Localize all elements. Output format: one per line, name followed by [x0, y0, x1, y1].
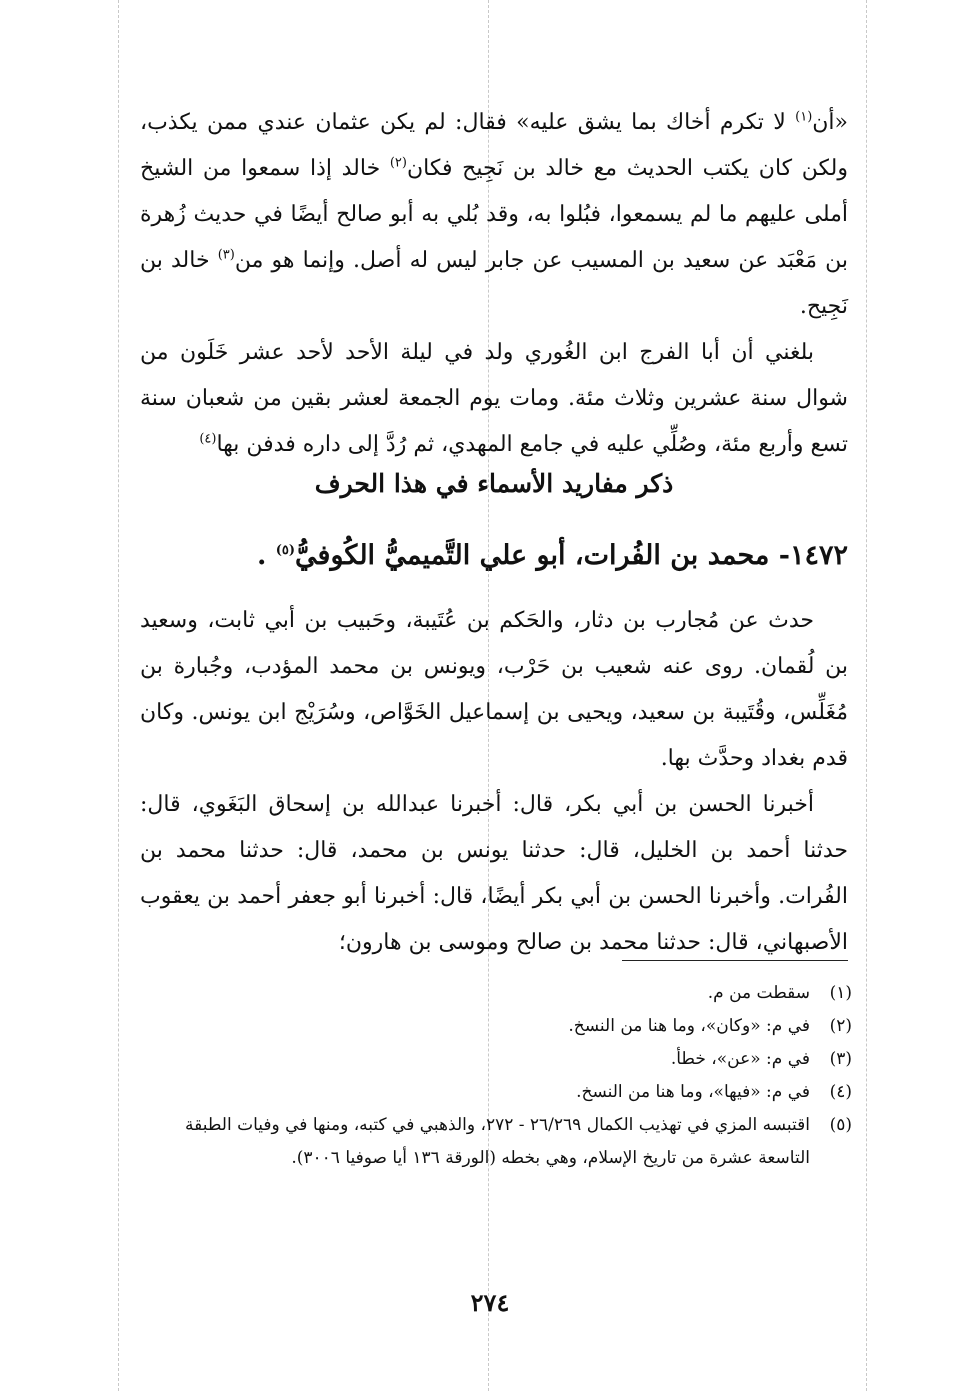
footnote-text: اقتبسه المزي في تهذيب الكمال ٢٦/٢٦٩ - ٢٧٢، والذهبي في كتبه، ومنها في وفيات الطبقة التاسعة عشرة من تاريخ الإسلام، وهي بخطه (الورقة ١٣٦ أيا صوفيا ٣٠٠٦). [184, 1115, 810, 1168]
footnote-item [140, 977, 852, 1010]
footnote-ref-2: (٢) [389, 155, 407, 171]
footnote-ref-3: (٣) [217, 247, 235, 263]
footnotes [140, 977, 852, 1175]
footnote-text: سقطت من م. [707, 983, 810, 1003]
footnote-text: في م: «عن»، خطأ. [670, 1049, 810, 1069]
footnote-ref-4: (٤) [199, 431, 217, 447]
footnote-text: في م: «وكان»، وما هنا من النسخ. [568, 1016, 810, 1036]
entry-paragraph-1: حدث عن مُجارب بن دثار، والحَكم بن عُتَيبة، وحَبيب بن أبي ثابت، وسعيد بن لُقمان. روى عنه شعيب بن حَرْب، ويونس بن محمد المؤدب، وجُبارة بن مُغَلِّس، وقُتَيبة بن سعيد، ويحيى بن إسماعيل الخَوَّاص، وسُرَيْج ابن يونس. وكان قدم بغداد وحدَّث بها. [140, 608, 848, 771]
body-text [140, 100, 848, 468]
scan-guide-line [866, 0, 867, 1391]
footnote-number: (٥) [829, 1115, 852, 1135]
footnote-item [140, 1010, 852, 1043]
footnote-number: (١) [829, 983, 852, 1003]
footnote-ref-5: (٥) [275, 543, 296, 558]
entry-text [140, 598, 848, 966]
footnote-number: (٢) [829, 1016, 852, 1036]
page-number: ٢٧٤ [470, 1288, 510, 1317]
entry-paragraph-2: أخبرنا الحسن بن أبي بكر، قال: أخبرنا عبدالله بن إسحاق البَغَوي، قال: حدثنا أحمد بن الخليل، قال: حدثنا يونس بن محمد، قال: حدثنا محمد بن الفُرات. وأخبرنا الحسن بن أبي بكر أيضًا، قال: أخبرنا أبو جعفر أحمد بن يعقوب الأصبهاني، قال: حدثنا محمد بن صالح وموسى بن هارون؛ [140, 792, 848, 955]
footnote-text: في م: «فيها»، وما هنا من النسخ. [576, 1082, 810, 1102]
entry-heading: ١٤٧٢- محمد بن الفُرات، أبو علي التَّميميُّ الكُوفيُّ$^{(٥)}$ . [256, 540, 848, 571]
footnote-item [140, 1076, 852, 1109]
section-heading: ذكر مفاريد الأسماء في هذا الحرف [314, 469, 674, 498]
footnote-number: (٤) [829, 1082, 852, 1102]
footnote-ref-1: (١) [795, 109, 813, 125]
entry-title: ١٤٧٢- محمد بن الفُرات، أبو علي التَّميميُّ الكُوفيُّ [295, 540, 848, 571]
footnote-divider [622, 960, 848, 961]
footnote-item [140, 1109, 852, 1175]
body-paragraph-2: بلغني أن أبا الفرج ابن الغُوري ولد في ليلة الأحد لأحد عشر خَلَون من شوال سنة عشرين وثلاث مئة. ومات يوم الجمعة لعشر بقين من شعبان سنة تسع وأربع مئة، وصُلِّي عليه في جامع المهدي، ثم رُدَّ إلى داره فدفن بها$^{(٤)}$ [140, 340, 848, 457]
footnote-item [140, 1043, 852, 1076]
footnote-number: (٣) [829, 1049, 852, 1069]
scan-guide-line [118, 0, 119, 1391]
body-paragraph-1: «أن$^{(١)}$ لا تكرم أخاك بما يشق عليه» فقال: لم يكن عثمان عندي ممن يكذب، ولكن كان يكتب الحديث مع خالد بن نَجِيح فكان$^{(٢)}$ خالد إذا سمعوا من الشيخ أملى عليهم ما لم يسمعوا، فبُلوا به، وقد بُلي به أبو صالح أيضًا في حديث زُهرة بن مَعْبَد عن سعيد بن المسيب عن جابر ليس له أصل. وإنما هو من$^{(٣)}$ خالد بن نَجِيح. [140, 109, 848, 319]
